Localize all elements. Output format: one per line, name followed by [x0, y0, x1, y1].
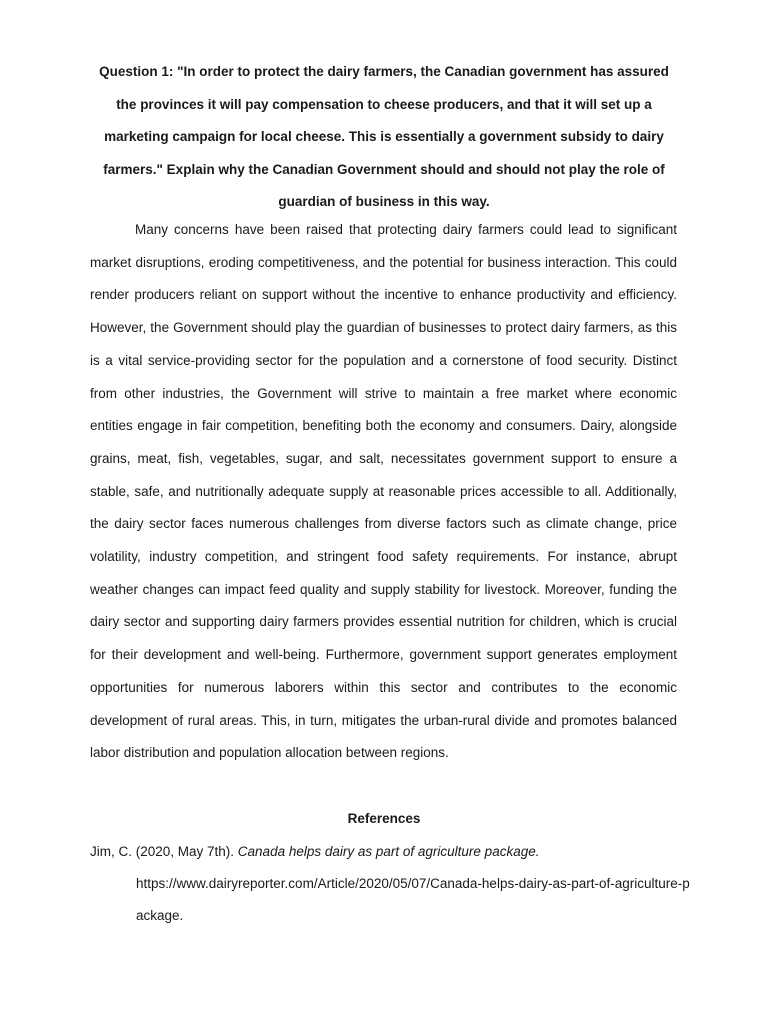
reference-entry: [90, 836, 696, 932]
references-heading: References: [347, 811, 421, 826]
body-paragraph: Many concerns have been raised that protecting dairy farmers could lead to significant market disruptions, eroding competitiveness, and the potential for business interaction. This could render producers reliant on support without the incentive to enhance productivity and efficiency. However, the Government should play the guardian of businesses to protect dairy farmers, as this is a vital service-providing sector for the population and a cornerstone of food security. Distinct from other industries, the Government will strive to maintain a free market where economic entities engage in fair competition, benefiting both the economy and consumers. Dairy, alongside grains, meat, fish, vegetables, sugar, and salt, necessitates government support to ensure a stable, safe, and nutritionally adequate supply at reasonable prices accessible to all. Additionally, the dairy sector faces numerous challenges from diverse factors such as climate change, price volatility, industry competition, and stringent food safety requirements. For instance, abrupt weather changes can impact feed quality and supply stability for livestock. Moreover, funding the dairy sector and supporting dairy farmers provides essential nutrition for children, which is crucial for their development and well-being. Furthermore, government support generates employment opportunities for numerous laborers within this sector and contributes to the economic development of rural areas. This, in turn, mitigates the urban-rural divide and promotes balanced labor distribution and population allocation between regions.: [90, 222, 677, 761]
reference-title: Canada helps dairy as part of agriculture package.: [237, 844, 540, 859]
question-heading: Question 1: "In order to protect the dairy farmers, the Canadian government has assured the provinces it will pay compensation to cheese producers, and that it will set up a marketing campaign for local cheese. This is essentially a government subsidy to dairy farmers." Explain why the Canadian Government should and should not play the role of guardian of business in this way.: [99, 64, 669, 210]
reference-author-date: Jim, C. (2020, May 7th).: [90, 844, 238, 859]
reference-url: https://www.dairyreporter.com/Article/2020/05/07/Canada-helps-dairy-as-part-of-agriculture-package.: [136, 876, 690, 923]
